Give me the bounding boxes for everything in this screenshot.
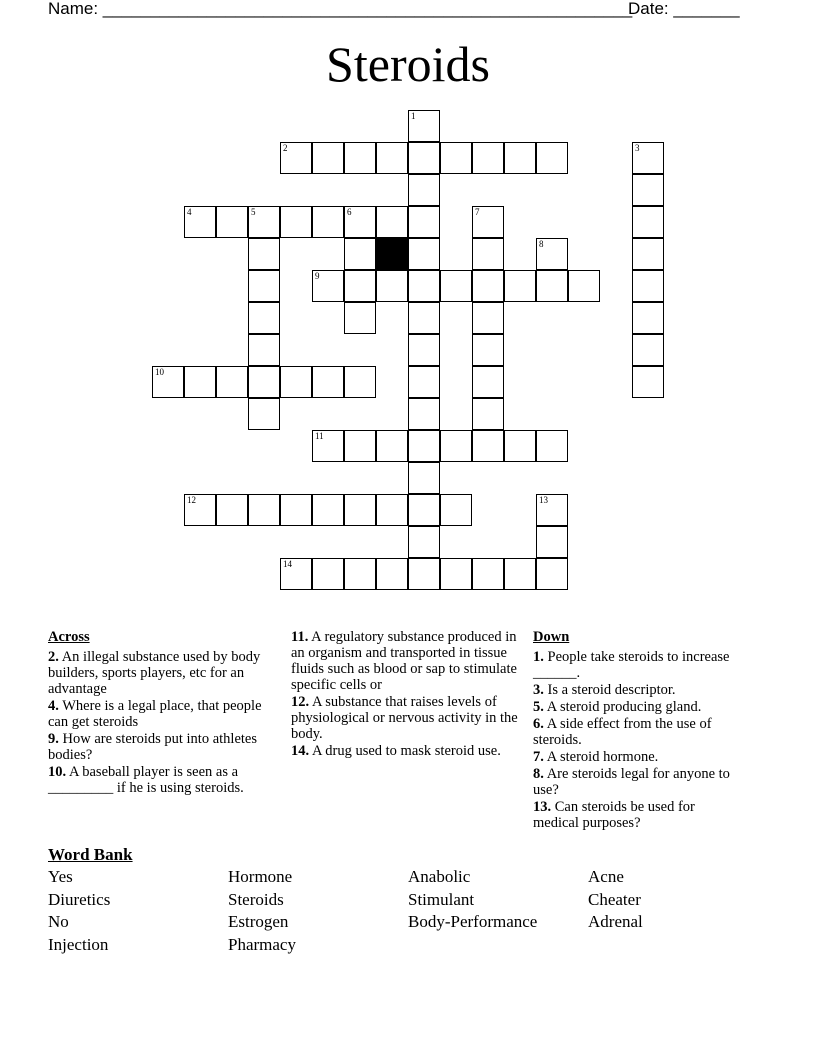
grid-cell[interactable] — [312, 430, 344, 462]
grid-cell[interactable] — [504, 430, 536, 462]
grid-cell[interactable] — [408, 430, 440, 462]
grid-cell[interactable] — [408, 206, 440, 238]
grid-cell[interactable] — [472, 398, 504, 430]
clue — [533, 749, 743, 765]
clue-text: A steroid producing gland. — [543, 699, 702, 715]
grid-cell[interactable] — [280, 366, 312, 398]
grid-cell[interactable] — [312, 494, 344, 526]
word-bank-item: Anabolic — [408, 867, 471, 886]
word-bank-item: Pharmacy — [228, 934, 296, 954]
clue-number-label: 9. — [48, 731, 59, 747]
grid-cell[interactable] — [536, 430, 568, 462]
grid-cell[interactable] — [536, 526, 568, 558]
grid-cell[interactable] — [312, 206, 344, 238]
grid-cell[interactable] — [280, 206, 312, 238]
grid-cell[interactable] — [248, 398, 280, 430]
across-clues-continued — [291, 629, 521, 760]
down-heading: Down — [533, 629, 570, 645]
clue-text: A steroid hormone. — [543, 749, 659, 765]
clue-number: 14 — [283, 559, 292, 569]
grid-cell[interactable] — [344, 270, 376, 302]
clue-text: A regulatory substance produced in an organism and transported in tissue fluids such as blood or sap to stimulate specific cells or — [291, 629, 517, 693]
clue-number: 8 — [539, 239, 544, 249]
clue — [533, 716, 743, 748]
clue — [48, 649, 282, 697]
grid-cell[interactable] — [184, 206, 216, 238]
grid-cell[interactable] — [632, 142, 664, 174]
clue — [48, 731, 282, 763]
grid-cell[interactable] — [632, 270, 664, 302]
grid-cell[interactable] — [472, 142, 504, 174]
clue-number: 13 — [539, 495, 548, 505]
grid-cell[interactable] — [216, 366, 248, 398]
grid-cell[interactable] — [344, 494, 376, 526]
clue-number-label: 13. — [533, 799, 552, 815]
clue-text: A side effect from the use of steroids. — [533, 716, 712, 748]
clue-number: 11 — [315, 431, 324, 441]
clue-text: Is a steroid descriptor. — [543, 682, 676, 698]
clue — [48, 764, 282, 796]
grid-cell[interactable] — [280, 142, 312, 174]
grid-cell[interactable] — [408, 366, 440, 398]
grid-cell[interactable] — [440, 430, 472, 462]
grid-cell[interactable] — [312, 142, 344, 174]
grid-cell[interactable] — [376, 142, 408, 174]
grid-cell[interactable] — [312, 366, 344, 398]
grid-cell[interactable] — [536, 270, 568, 302]
grid-cell[interactable] — [440, 270, 472, 302]
grid-cell-blocked — [376, 238, 408, 270]
grid-cell[interactable] — [568, 270, 600, 302]
grid-cell[interactable] — [216, 494, 248, 526]
grid-cell[interactable] — [408, 174, 440, 206]
clue — [533, 766, 743, 798]
word-bank-item: Acne — [588, 867, 624, 886]
grid-cell[interactable] — [440, 142, 472, 174]
grid-cell[interactable] — [536, 558, 568, 590]
clue-text: A drug used to mask steroid use. — [309, 743, 501, 759]
word-bank-item: Injection — [48, 934, 109, 954]
clue-number: 6 — [347, 207, 352, 217]
grid-cell[interactable] — [472, 430, 504, 462]
grid-cell[interactable] — [184, 494, 216, 526]
clue-text: An illegal substance used by body builders, sports players, etc for an advantage — [48, 649, 261, 697]
grid-cell[interactable] — [408, 110, 440, 142]
clue-number: 1 — [411, 111, 416, 121]
grid-cell[interactable] — [408, 270, 440, 302]
clue-text: How are steroids put into athletes bodies? — [48, 731, 257, 763]
grid-cell[interactable] — [408, 462, 440, 494]
across-heading: Across — [48, 629, 90, 645]
grid-cell[interactable] — [408, 142, 440, 174]
word-bank-item: Cheater — [588, 889, 641, 909]
grid-cell[interactable] — [184, 366, 216, 398]
across-clue-list — [48, 649, 282, 796]
grid-cell[interactable] — [472, 206, 504, 238]
grid-cell[interactable] — [536, 238, 568, 270]
grid-cell[interactable] — [632, 302, 664, 334]
word-bank-item: Yes — [48, 867, 73, 886]
clue-number: 3 — [635, 143, 640, 153]
grid-cell[interactable] — [408, 398, 440, 430]
word-bank-item: Hormone — [228, 867, 293, 886]
clue-number: 12 — [187, 495, 196, 505]
grid-cell[interactable] — [472, 302, 504, 334]
grid-cell[interactable] — [472, 366, 504, 398]
clue-number-label: 1. — [533, 649, 544, 665]
clue-number: 7 — [475, 207, 480, 217]
grid-cell[interactable] — [408, 302, 440, 334]
grid-cell[interactable] — [344, 430, 376, 462]
grid-cell[interactable] — [504, 558, 536, 590]
grid-cell[interactable] — [376, 270, 408, 302]
clue-number-label: 7. — [533, 749, 544, 765]
grid-cell[interactable] — [632, 334, 664, 366]
clue-number: 10 — [155, 367, 164, 377]
grid-cell[interactable] — [632, 366, 664, 398]
grid-cell[interactable] — [408, 334, 440, 366]
clue-number-label: 14. — [291, 743, 310, 759]
grid-cell[interactable] — [248, 366, 280, 398]
clue-number-label: 8. — [533, 766, 544, 782]
clue — [533, 682, 743, 698]
clue-number-label: 10. — [48, 764, 67, 780]
grid-cell[interactable] — [344, 558, 376, 590]
grid-cell[interactable] — [408, 238, 440, 270]
grid-cell[interactable] — [376, 558, 408, 590]
down-clues — [533, 629, 743, 832]
grid-cell[interactable] — [280, 494, 312, 526]
grid-cell[interactable] — [248, 238, 280, 270]
grid-cell[interactable] — [536, 494, 568, 526]
grid-cell[interactable] — [504, 270, 536, 302]
clue-number-label: 11. — [291, 629, 309, 645]
grid-cell[interactable] — [632, 206, 664, 238]
across-clues — [48, 629, 282, 797]
clue-number-label: 12. — [291, 694, 310, 710]
grid-cell[interactable] — [344, 206, 376, 238]
clue — [291, 629, 521, 693]
grid-cell[interactable] — [344, 366, 376, 398]
grid-cell[interactable] — [472, 270, 504, 302]
word-bank-item: Body-Performance — [408, 912, 538, 932]
grid-cell[interactable] — [248, 302, 280, 334]
grid-cell[interactable] — [152, 366, 184, 398]
grid-cell[interactable] — [408, 558, 440, 590]
clue-number-label: 6. — [533, 716, 544, 732]
grid-cell[interactable] — [248, 494, 280, 526]
clue-text: A baseball player is seen as a _________ if he is using steroids. — [48, 764, 244, 796]
clue-number-label: 3. — [533, 682, 544, 698]
name-field-label[interactable]: Name: ________________________________________________________ — [48, 0, 633, 18]
clue — [533, 799, 743, 831]
word-bank-item: Diuretics — [48, 889, 111, 909]
clue — [533, 699, 743, 715]
across-clue-list-continued — [291, 629, 521, 759]
clue — [291, 694, 521, 742]
grid-cell[interactable] — [536, 142, 568, 174]
clue-number-label: 5. — [533, 699, 544, 715]
clue — [291, 743, 521, 759]
grid-cell[interactable] — [440, 494, 472, 526]
grid-cell[interactable] — [248, 334, 280, 366]
clue-text: Are steroids legal for anyone to use? — [533, 766, 730, 798]
down-clue-list — [533, 649, 743, 831]
clue — [48, 698, 282, 730]
grid-cell[interactable] — [376, 494, 408, 526]
clue-number: 9 — [315, 271, 320, 281]
grid-cell[interactable] — [408, 494, 440, 526]
word-bank-item: Adrenal — [588, 912, 643, 932]
word-bank-item: Stimulant — [408, 889, 475, 909]
clue-number: 2 — [283, 143, 288, 153]
clue-number: 5 — [251, 207, 256, 217]
clue-number: 4 — [187, 207, 192, 217]
clue-text: People take steroids to increase ______. — [533, 649, 730, 681]
grid-cell[interactable] — [504, 142, 536, 174]
grid-cell[interactable] — [632, 238, 664, 270]
clue — [533, 649, 743, 681]
grid-cell[interactable] — [376, 430, 408, 462]
clue-number-label: 4. — [48, 698, 59, 714]
word-bank-item: Estrogen — [228, 912, 289, 932]
word-bank-title: Word Bank — [48, 845, 133, 864]
grid-cell[interactable] — [248, 206, 280, 238]
clue-text: A substance that raises levels of physiological or nervous activity in the body. — [291, 694, 518, 742]
word-bank-item: No — [48, 912, 69, 932]
clue-text: Can steroids be used for medical purposes? — [533, 799, 695, 831]
word-bank-item: Steroids — [228, 889, 284, 909]
grid-cell[interactable] — [632, 174, 664, 206]
grid-cell[interactable] — [408, 526, 440, 558]
grid-cell[interactable] — [472, 334, 504, 366]
grid-cell[interactable] — [312, 270, 344, 302]
grid-cell[interactable] — [344, 302, 376, 334]
grid-cell[interactable] — [312, 558, 344, 590]
grid-cell[interactable] — [280, 558, 312, 590]
grid-cell[interactable] — [248, 270, 280, 302]
grid-cell[interactable] — [344, 238, 376, 270]
clue-text: Where is a legal place, that people can get steroids — [48, 698, 262, 730]
page-title: Steroids — [326, 36, 490, 92]
grid-cell[interactable] — [216, 206, 248, 238]
grid-cell[interactable] — [376, 206, 408, 238]
grid-cell[interactable] — [440, 558, 472, 590]
date-field-label[interactable]: Date: _______ — [628, 0, 740, 18]
clue-number-label: 2. — [48, 649, 59, 665]
grid-cell[interactable] — [472, 558, 504, 590]
grid-cell[interactable] — [472, 238, 504, 270]
grid-cell[interactable] — [344, 142, 376, 174]
